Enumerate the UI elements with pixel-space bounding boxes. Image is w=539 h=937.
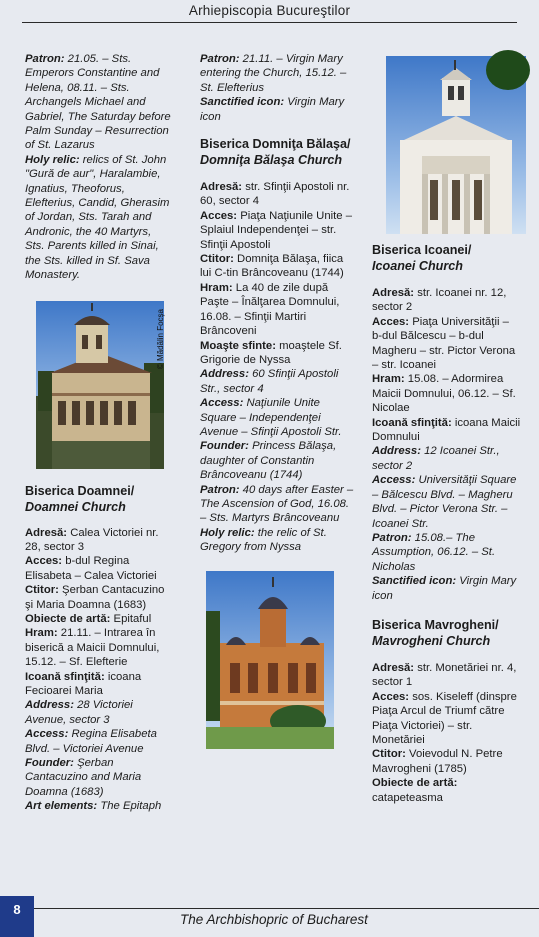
entry-label: Address:: [372, 445, 421, 458]
entry-value: Universităţii Square – Bălcescu Blvd. – Magheru Blvd. – Pictor Verona Str. – Icoanei Str.: [372, 474, 517, 530]
entry-value: Domniţa Bălaşa, fiica lui C-tin Brâncoveanu (1744): [200, 253, 344, 280]
entry-value: 15.08. – Adormirea Maicii Domnului, 06.12. – Sf. Nicolae: [372, 373, 516, 415]
entry-label: Founder:: [200, 440, 249, 453]
entry-value: 40 days after Easter – The Ascension of God, 16.08. – Sts. Martyrs Brâncoveanu: [200, 483, 354, 525]
entry: [25, 526, 172, 555]
photo-icoanei-church: [386, 56, 526, 234]
entry-label: Acces:: [25, 555, 63, 568]
entry-label: Access:: [200, 397, 244, 410]
entry-value: catapeteasma: [372, 791, 443, 804]
entry-label: Address:: [25, 699, 74, 712]
entry-value: 60 Sfinţii Apostoli Str., sector 4: [200, 368, 339, 395]
entry-value: str. Icoanei nr. 12, sector 2: [372, 287, 507, 314]
entry-label: Moaşte sfinte:: [200, 339, 276, 352]
entry-label: Holy relic:: [200, 526, 255, 539]
entry-value: Calea Victoriei nr. 28, sector 3: [25, 526, 159, 553]
photo-doamnei-church: [36, 301, 164, 469]
entries-en: [25, 698, 172, 813]
entry-label: Access:: [25, 728, 69, 741]
column-2: [200, 52, 355, 749]
entry-label: Holy relic:: [25, 153, 80, 166]
entry: [200, 526, 355, 555]
entry: [200, 52, 355, 95]
entry-label: Adresă:: [372, 661, 415, 674]
entry-value: Şerban Cantacuzino and Maria Doamna (1683): [25, 757, 142, 798]
entry-label: Patron:: [372, 531, 412, 544]
entry: [25, 153, 172, 283]
entry: [200, 95, 355, 124]
entry-value: moaştele Sf. Grigorie de Nyssa: [200, 339, 342, 366]
entry-value: str. Monetăriei nr. 4, sector 1: [372, 661, 517, 689]
entry-label: Hram:: [25, 627, 58, 640]
entry-value: Voievodul N. Petre Mavrogheni (1785): [372, 748, 503, 775]
entry-value: str. Sfinţii Apostoli nr. 60, sector 4: [200, 181, 350, 208]
entries2-ro: [372, 661, 522, 805]
entry: [25, 52, 172, 153]
entry: [372, 286, 522, 315]
entry-value: Princess Bălaşa, daughter of Constantin Brâncoveanu (1744): [200, 440, 337, 482]
entry-value: Epitaful: [110, 612, 152, 625]
entry: [372, 315, 522, 373]
church-illustration: [386, 56, 526, 234]
entry-value: Şerban Cantacuzino şi Maria Doamna (1683): [25, 584, 165, 611]
entry-label: Adresă:: [372, 287, 415, 299]
entry-value: Piaţa Naţiunile Unite – Splaiul Independenţei – str. Sfinţii Apostoli: [200, 209, 352, 251]
entry-label: Icoană sfinţită:: [25, 670, 105, 683]
entry-label: Acces:: [372, 690, 410, 703]
church2-title-en: Mavrogheni Church: [372, 633, 491, 648]
entry-value: Regina Elisabeta Blvd. – Victoriei Avenue: [25, 728, 157, 755]
entries-en: [200, 367, 355, 554]
entry: [25, 756, 172, 799]
photo-domnita-balasa-church: [206, 571, 334, 749]
entry-label: Sanctified icon:: [372, 575, 457, 588]
church-illustration: [36, 301, 164, 469]
entry-label: Patron:: [25, 53, 65, 65]
entry-label: Hram:: [372, 373, 405, 386]
entry: [200, 339, 355, 368]
church-title-ro: Biserica Doamnei/: [25, 483, 135, 498]
entry-label: Hram:: [200, 281, 233, 294]
intro-text: [25, 52, 172, 283]
entry-label: Patron:: [200, 53, 240, 65]
entry: [200, 483, 355, 526]
entry: [200, 180, 355, 209]
entry: [372, 416, 522, 445]
church-title-en: Doamnei Church: [25, 499, 126, 514]
entry: [372, 372, 522, 415]
entries-ro: [372, 286, 522, 444]
entry: [25, 799, 172, 813]
entries-ro: [200, 180, 355, 367]
entry: [372, 690, 522, 748]
entry-label: Patron:: [200, 483, 240, 496]
entry: [25, 698, 172, 727]
header-rule: [22, 22, 517, 23]
entry-label: Acces:: [372, 315, 410, 328]
entry-value: icoana Fecioarei Maria: [25, 670, 142, 697]
entry-label: Founder:: [25, 757, 74, 769]
entry-value: Naţiunile Unite Square – Independenţei Avenue – Sfinţii Apostoli Str.: [200, 397, 342, 438]
running-header: Arhiepiscopia Bucureştilor: [188, 3, 351, 18]
photo-credit: © Mădălin Focşa: [156, 308, 165, 369]
entry-label: Icoană sfinţită:: [372, 416, 452, 429]
entry: [372, 747, 522, 776]
entry: [25, 670, 172, 699]
church2-title-ro: Biserica Mavrogheni/: [372, 617, 499, 632]
entry: [25, 583, 172, 612]
column-3: [372, 52, 522, 805]
entry: [200, 281, 355, 339]
entry-label: Art elements:: [25, 800, 98, 813]
church-title-en: Icoanei Church: [372, 259, 463, 273]
entry-value: 15.08.– The Assumption, 06.12. – St. Nicholas: [372, 531, 496, 573]
entry: [200, 209, 355, 252]
entry: [372, 473, 522, 531]
entry-value: 21.11. – Intrarea în biserică a Maicii Domnului, 15.12. – Sf. Elefterie: [25, 627, 160, 669]
church-title-ro: Biserica Icoanei/: [372, 243, 472, 257]
entry-label: Ctitor:: [200, 253, 234, 266]
entry: [200, 396, 355, 439]
entry-label: Ctitor:: [372, 748, 406, 761]
entry: [200, 367, 355, 396]
entry-label: Acces:: [200, 209, 238, 222]
entry: [372, 574, 522, 603]
entry-value: relics of St. John "Gură de aur", Haralambie, Ignatius, Theoforus, Elefterius, Candid, Gherasim of Jordan, Sts. Tarah and Andronic, the 40 Martyrs, Sts. Parents killed in Sinai, the Sts. killed in Sf. Sava Monastery.: [25, 153, 170, 282]
entry-value: 28 Victoriei Avenue, sector 3: [25, 699, 133, 726]
entry-value: b-dul Regina Elisabeta – Calea Victoriei: [25, 555, 157, 582]
entry: [25, 626, 172, 669]
church-title-en: Domniţa Bălaşa Church: [200, 153, 343, 168]
entry-value: sos. Kiseleff (dinspre Piaţa Arcul de Triumf către Piaţa Victoriei) – str. Monetăriei: [372, 690, 517, 746]
entry-label: Adresă:: [200, 181, 243, 194]
entry-value: Virgin Mary icon: [372, 575, 517, 602]
entry-label: Adresă:: [25, 526, 68, 539]
entry: [372, 444, 522, 473]
intro-text: [200, 52, 355, 124]
entry: [200, 439, 355, 482]
footer-rule: [0, 908, 539, 909]
entry-label: Sanctified icon:: [200, 96, 285, 109]
entry: [372, 776, 522, 805]
church-illustration: [206, 571, 334, 749]
entry-value: Virgin Mary icon: [200, 96, 345, 123]
entry: [25, 612, 172, 626]
entry-value: 12 Icoanei Str., sector 2: [372, 445, 500, 472]
entry-value: 21.11. – Virgin Mary entering the Church, 15.12. – St. Elefterius: [200, 53, 347, 94]
entry-value: the relic of St. Gregory from Nyssa: [200, 526, 327, 554]
running-footer: The Archbishopric of Bucharest: [180, 912, 368, 927]
entry: [200, 252, 355, 281]
entry-label: Obiecte de artă:: [372, 777, 458, 790]
column-1: [25, 52, 172, 814]
entry-value: The Epitaph: [97, 800, 162, 813]
entries-en: [372, 444, 522, 602]
entry: [372, 531, 522, 574]
entry-value: 21.05. – Sts. Emperors Constantine and Helena, 08.11. – Sts. Archangels Michael and Gabriel, The Saturday before Palm Sunday – Resurrection of St. Lazarus: [25, 53, 171, 152]
entry-label: Access:: [372, 474, 416, 487]
entry-value: La 40 de zile după Paşte – Înălţarea Domnului, 16.08. – Sfinţii Martiri Brâncoveni: [200, 281, 340, 338]
entry-label: Address:: [200, 368, 249, 381]
entry: [25, 554, 172, 583]
entry: [25, 727, 172, 756]
page-number: 8: [0, 896, 34, 937]
church-title-ro: Biserica Domniţa Bălaşa/: [200, 137, 351, 152]
entry-value: Piaţa Universităţii – b-dul Bălcescu – b-dul Magheru – str. Pictor Verona – str. Icoanei: [372, 315, 516, 372]
entry-label: Obiecte de artă:: [25, 612, 111, 625]
entries-ro: [25, 526, 172, 699]
entry: [372, 661, 522, 690]
entry-label: Ctitor:: [25, 584, 59, 597]
entry-value: icoana Maicii Domnului: [372, 416, 521, 444]
